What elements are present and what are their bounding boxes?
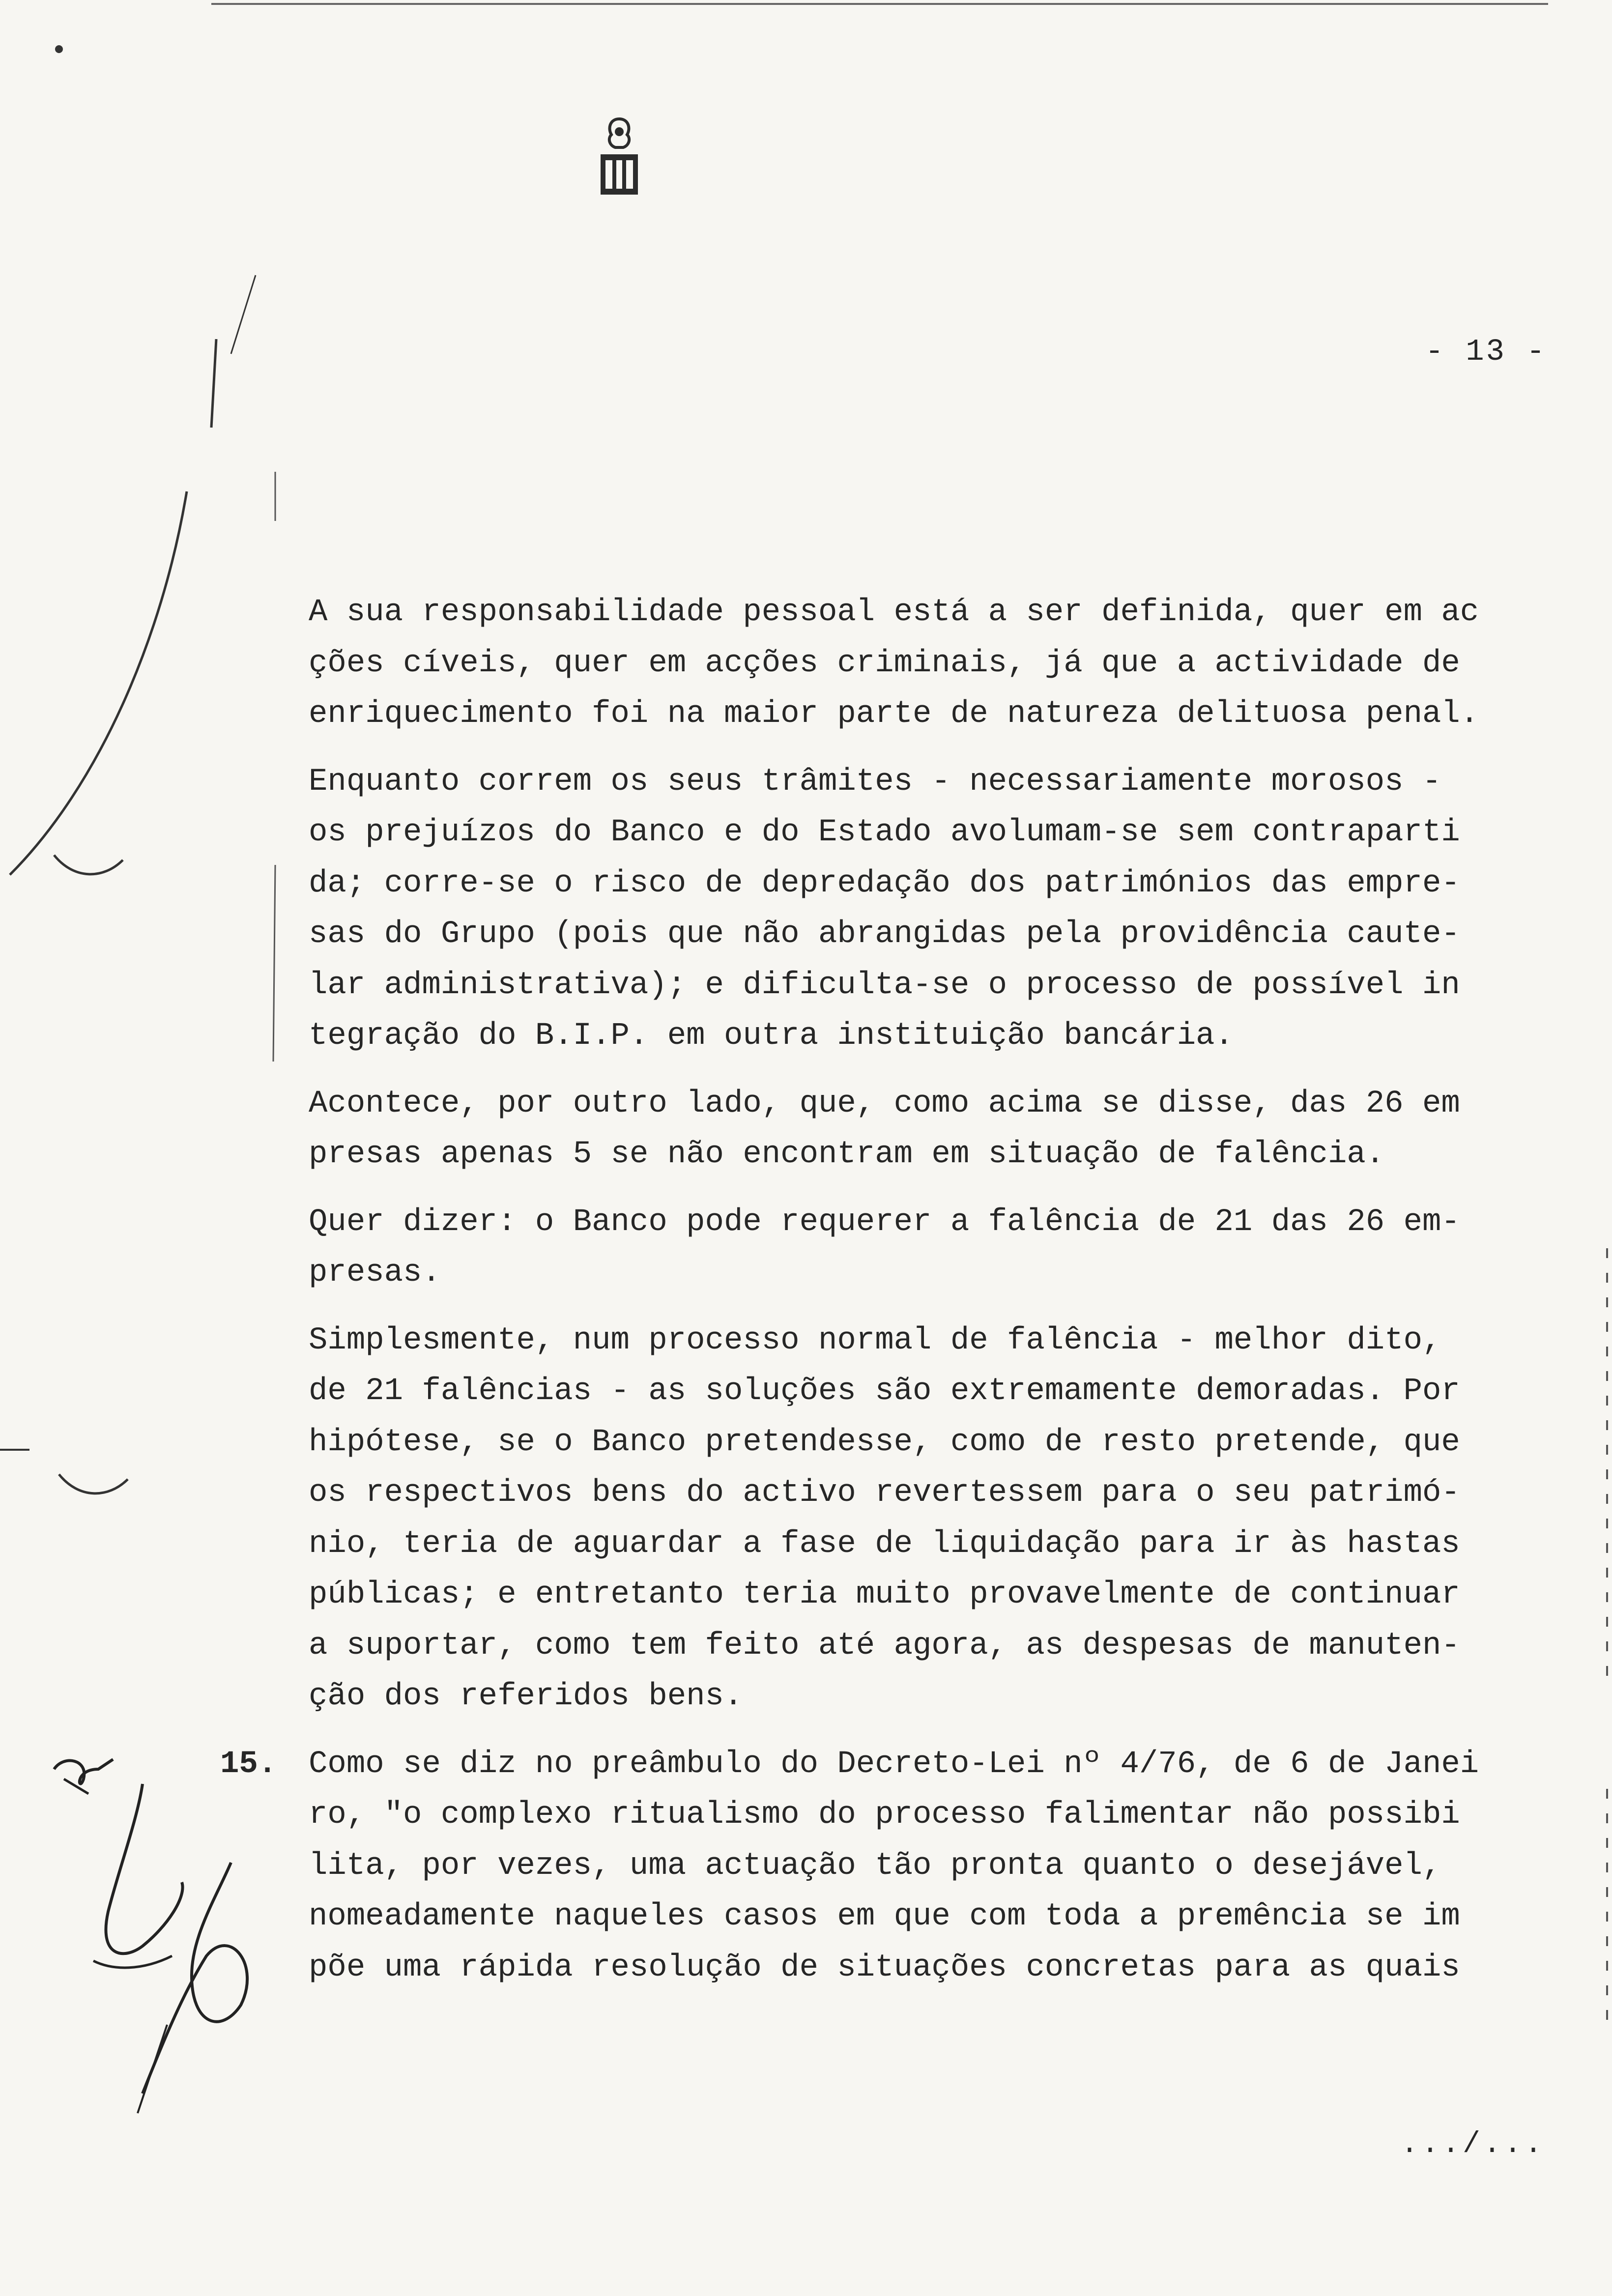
text-line: de 21 falências - as soluções são extremamente demoradas. Por [309,1374,1460,1409]
body-text [220,587,1557,1993]
text-line: a suportar, como tem feito até agora, as despesas de manuten- [309,1628,1460,1664]
paragraph [309,587,1557,740]
handwritten-signature [44,1750,280,2123]
paragraph [309,1316,1557,1722]
coat-of-arms-emblem [590,113,649,201]
text-line: ção dos referidos bens. [309,1679,743,1714]
numbered-item-15 [220,1739,1557,1994]
text-line: presas. [309,1255,441,1291]
text-line: ro, "o complexo ritualismo do processo falimentar não possibi [309,1797,1460,1833]
text-line: A sua responsabilidade pessoal está a ser definida, quer em ac [309,595,1479,630]
text-line: enriquecimento foi na maior parte de natureza delituosa penal. [309,696,1479,732]
page-number: - 13 - [1425,334,1547,369]
text-line [220,1739,1557,1790]
continuation-marker: .../... [1401,2128,1546,2161]
top-rule [211,3,1548,5]
text-line: da; corre-se o risco de depredação dos patrimónios das empre- [309,865,1460,901]
item-text: Como se diz no preâmbulo do Decreto-Lei nº 4/76, de 6 de Janei [309,1746,1479,1782]
paragraph [309,1079,1557,1180]
text-line: presas apenas 5 se não encontram em situação de falência. [309,1137,1385,1172]
text-line: públicas; e entretanto teria muito provavelmente de continuar [309,1577,1460,1612]
text-line: Quer dizer: o Banco pode requerer a falência de 21 das 26 em- [309,1204,1460,1240]
text-line: põe uma rápida resolução de situações concretas para as quais [309,1950,1460,1985]
text-line: nio, teria de aguardar a fase de liquidação para ir às hastas [309,1526,1460,1562]
text-line: Enquanto correm os seus trâmites - necessariamente morosos - [309,764,1441,800]
text-line: lita, por vezes, uma actuação tão pronta quanto o desejável, [309,1848,1441,1884]
paragraph [309,757,1557,1062]
text-line: Acontece, por outro lado, que, como acima se disse, das 26 em [309,1086,1460,1121]
text-line: Simplesmente, num processo normal de falência - melhor dito, [309,1322,1441,1358]
text-line: tegração do B.I.P. em outra instituição bancária. [309,1018,1234,1054]
paragraph [309,1197,1557,1299]
text-line: os prejuízos do Banco e do Estado avolumam-se sem contraparti [309,815,1460,850]
text-line: ções cíveis, quer em acções criminais, já que a actividade de [309,645,1460,681]
text-line: os respectivos bens do activo revertessem para o seu patrimó- [309,1475,1460,1511]
text-line: nomeadamente naqueles casos em que com toda a premência se im [309,1899,1460,1934]
text-line: lar administrativa); e dificulta-se o processo de possível in [309,967,1460,1003]
item-number: 15. [220,1746,277,1782]
text-line: hipótese, se o Banco pretendesse, como de resto pretende, que [309,1424,1460,1460]
text-line: sas do Grupo (pois que não abrangidas pela providência caute- [309,917,1460,952]
